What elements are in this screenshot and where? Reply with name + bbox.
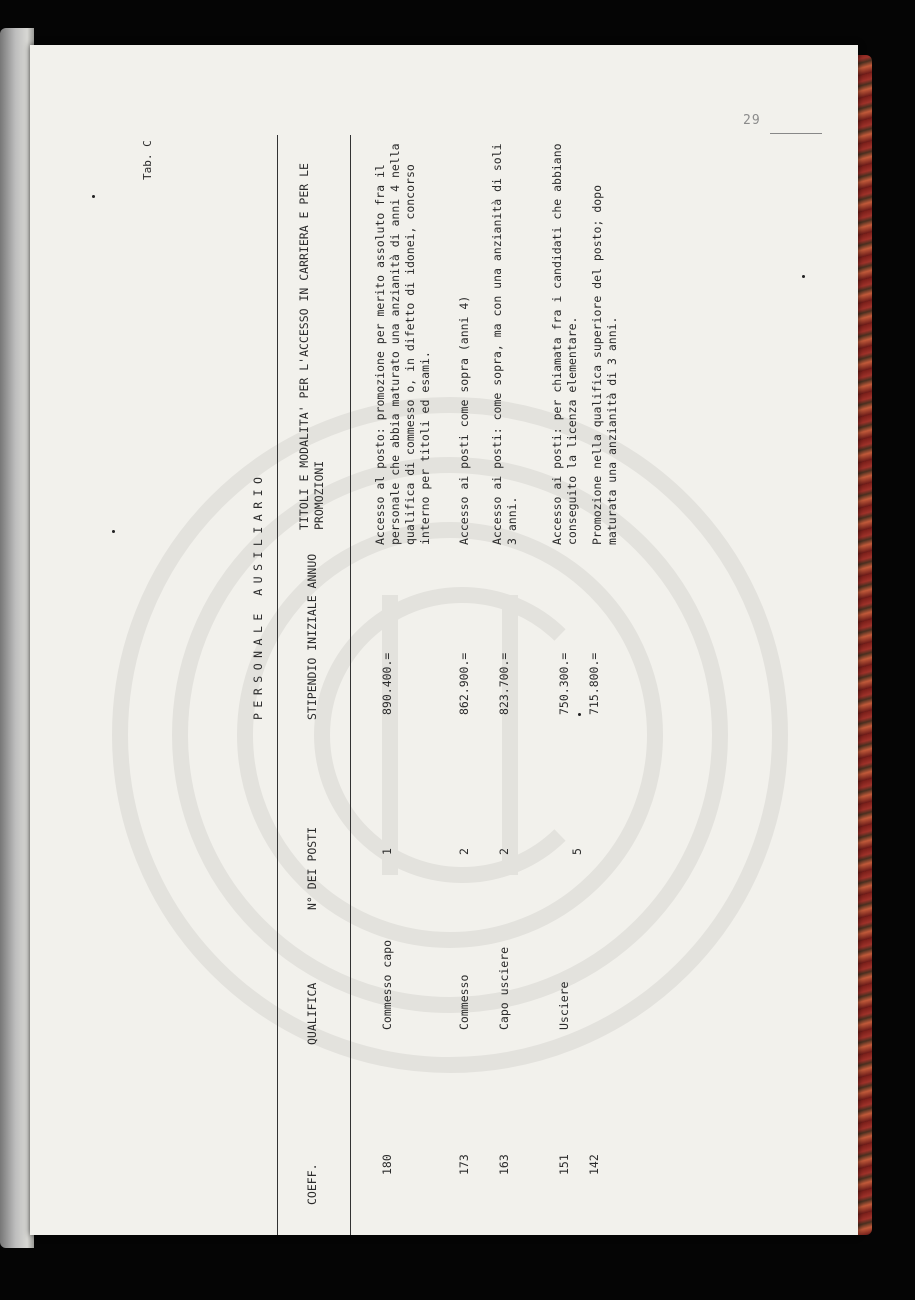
document-page: [30, 45, 858, 1235]
speck: [92, 195, 95, 198]
row-5-coeff: 142: [587, 1154, 601, 1175]
row-4-titoli: Accesso ai posti: per chiamata fra i candidati che abbiano conseguito la licenza elementare.: [550, 143, 579, 545]
row-5-titoli: Promozione nella qualifica superiore del posto; dopo maturata una anzianità di 3 anni.: [590, 184, 619, 545]
column-header-posti: N° DEI POSTI: [305, 826, 319, 910]
column-header-stipendio: STIPENDIO INIZIALE ANNUO: [305, 553, 319, 720]
header-rule-top: [277, 135, 278, 1235]
row-5-stipendio: 715.800.=: [587, 652, 601, 715]
page-number: 29: [743, 113, 761, 128]
row-3-stipendio: 823.700.=: [497, 652, 511, 715]
column-header-titoli: TITOLI E MODALITA' PER L'ACCESSO IN CARRIERA E PER LE PROMOZIONI: [297, 163, 326, 530]
row-2-stipendio: 862.900.=: [457, 652, 471, 715]
row-3-coeff: 163: [497, 1154, 511, 1175]
row-3-posti: 2: [497, 848, 511, 855]
row-4-coeff: 151: [557, 1154, 571, 1175]
column-header-coeff: COEFF.: [305, 1163, 319, 1205]
row-1-coeff: 180: [380, 1154, 394, 1175]
row-1-posti: 1: [380, 848, 394, 855]
row-1-titoli: Accesso al posto: promozione per merito assoluto fra il personale che abbia maturato una anzianità di anni 4 nella qualifica di commesso o, in difetto di idonei, concorso interno per titoli ed esami.: [373, 143, 432, 545]
row-4-posti: 5: [570, 848, 584, 855]
row-3-qualifica: Capo usciere: [497, 946, 511, 1030]
column-header-qualifica: QUALIFICA: [305, 982, 319, 1045]
row-2-coeff: 173: [457, 1154, 471, 1175]
row-1-stipendio: 890.400.=: [380, 652, 394, 715]
table-title: PERSONALE AUSILIARIO: [251, 471, 265, 720]
tab-reference: Tab. C: [141, 140, 154, 180]
speck: [112, 530, 115, 533]
row-2-posti: 2: [457, 848, 471, 855]
row-4-qualifica: Usciere: [557, 981, 571, 1030]
row-2-titoli: Accesso ai posti come sopra (anni 4): [457, 295, 471, 545]
row-3-titoli: Accesso ai posti: come sopra, ma con una anzianità di soli 3 anni.: [490, 143, 519, 545]
header-rule-bottom: [350, 135, 351, 1235]
row-2-qualifica: Commesso: [457, 974, 471, 1030]
rotated-table: [141, 105, 835, 1255]
row-4-stipendio: 750.300.=: [557, 652, 571, 715]
book-edge-left: [0, 28, 34, 1248]
row-1-qualifica: Commesso capo: [380, 939, 394, 1030]
